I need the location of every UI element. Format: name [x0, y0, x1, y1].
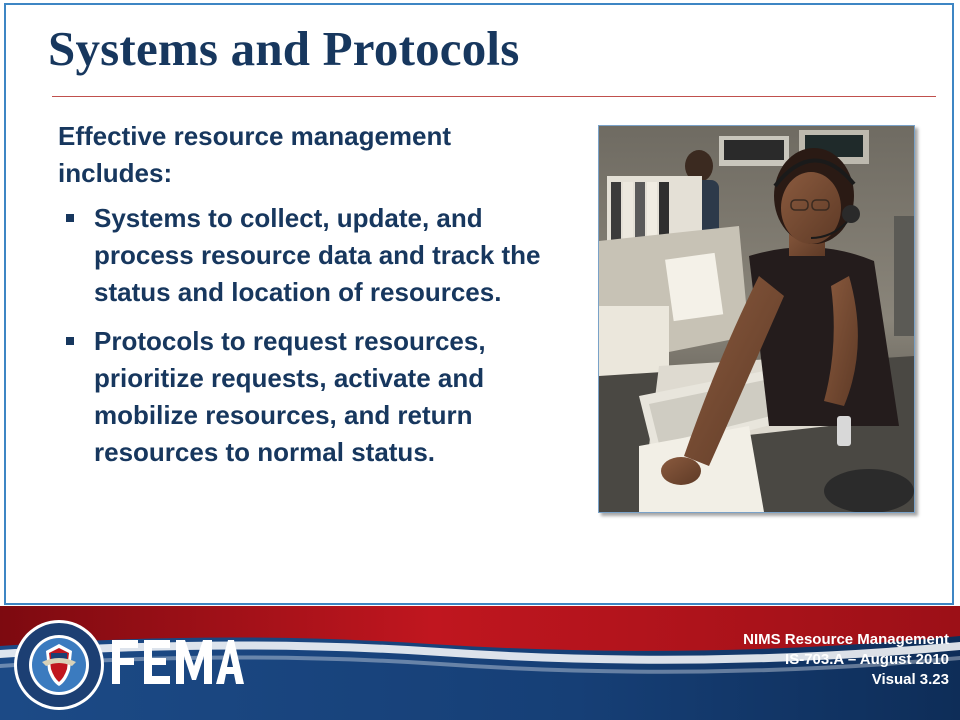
footer-course-title: NIMS Resource Management [743, 631, 949, 648]
bullet-text: Systems to collect, update, and process resource data and track the status and location of resources. [94, 203, 541, 307]
slide-content [58, 118, 563, 483]
footer-visual-number: Visual 3.23 [871, 671, 949, 688]
dispatcher-photo [598, 125, 915, 513]
footer-course-code: IS-703.A – August 2010 [785, 651, 949, 668]
footer-course-info [743, 630, 949, 690]
bullet-item-protocols [58, 323, 563, 471]
slide-title: Systems and Protocols [48, 21, 520, 76]
fema-logo-icon [110, 634, 245, 690]
square-bullet-icon [66, 337, 74, 345]
title-divider [52, 96, 936, 97]
footer-banner [0, 606, 960, 720]
bullet-text: Protocols to request resources, prioritize requests, activate and mobilize resources, and return resources to normal status. [94, 326, 486, 467]
intro-text: Effective resource management includes: [58, 121, 452, 188]
bullet-item-systems [58, 200, 563, 311]
dhs-seal-icon [12, 618, 106, 712]
square-bullet-icon [66, 214, 74, 222]
bullet-list [58, 200, 563, 471]
